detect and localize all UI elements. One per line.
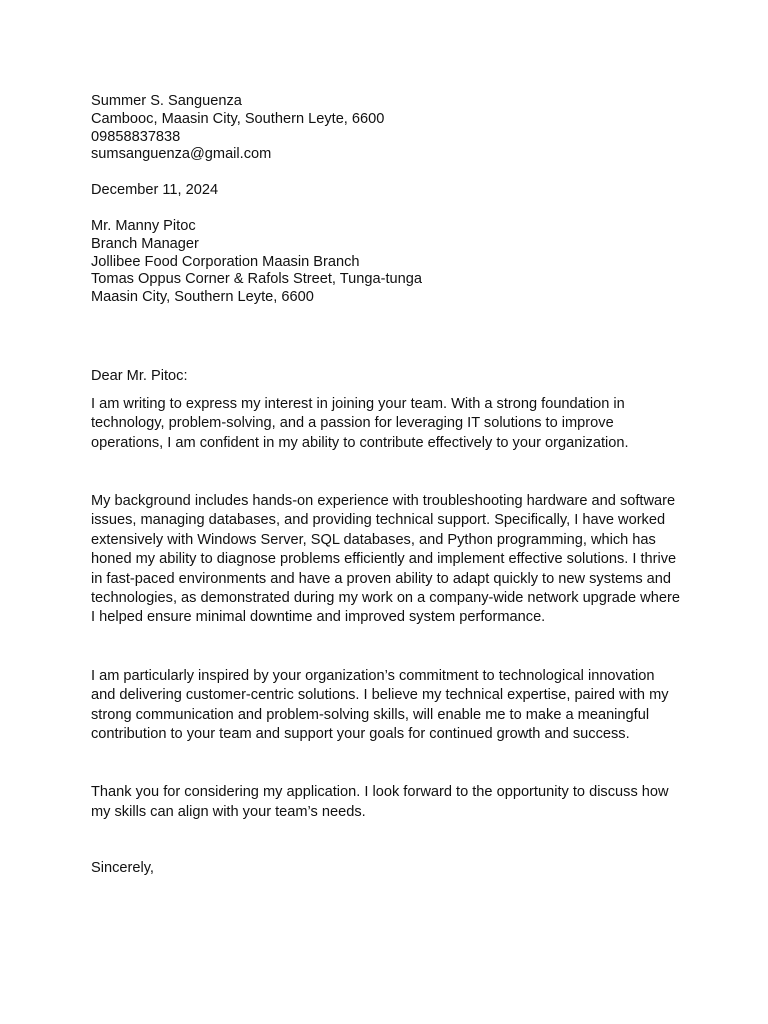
salutation: Dear Mr. Pitoc:	[91, 367, 188, 384]
cover-letter	[91, 93, 681, 878]
recipient-title: Branch Manager	[91, 235, 199, 252]
sender-phone: 09858837838	[91, 128, 181, 145]
body-paragraph-1: I am writing to express my interest in joining your team. With a strong foundation in technology, problem-solving, and a passion for leveraging IT solutions to improve operations, I am confident in my ability to contribute effectively to your organization.	[91, 395, 629, 451]
sender-block	[91, 93, 681, 164]
closing-block	[91, 860, 681, 878]
letter-date: December 11, 2024	[91, 182, 219, 199]
body-paragraph-4: Thank you for considering my application. I look forward to the opportunity to discuss how my skills can align with your team’s needs.	[91, 784, 669, 820]
recipient-street: Tomas Oppus Corner & Rafols Street, Tunga-tunga	[91, 271, 422, 288]
recipient-block	[91, 218, 681, 307]
recipient-name: Mr. Manny Pitoc	[91, 217, 196, 234]
recipient-company: Jollibee Food Corporation Maasin Branch	[91, 253, 360, 270]
letter-date-block	[91, 182, 681, 200]
sender-name: Summer S. Sanguenza	[91, 93, 242, 109]
sender-email: sumsanguenza@gmail.com	[91, 146, 272, 163]
body-paragraph-2: My background includes hands-on experience with troubleshooting hardware and software issues, managing databases, and providing technical support. Specifically, I have worked extensively with Windows Server, SQL databases, and Python programming, which has honed my ability to diagnose problems efficiently and implement effective solutions. I thrive in fast-paced environments and have a proven ability to adapt quickly to new systems and technologies, as demonstrated during my work on a company-wide network upgrade where I helped ensure minimal downtime and improved system performance.	[91, 492, 680, 626]
sender-address: Cambooc, Maasin City, Southern Leyte, 6600	[91, 110, 385, 127]
closing: Sincerely,	[91, 860, 154, 877]
body-paragraph-3: I am particularly inspired by your organization’s commitment to technological innovation and delivering customer-centric solutions. I believe my technical expertise, paired with my strong communication and problem-solving skills, will enable me to make a meaningful contribution to your team and support your goals for continued growth and success.	[91, 667, 669, 743]
salutation-block	[91, 368, 681, 386]
recipient-city: Maasin City, Southern Leyte, 6600	[91, 289, 314, 306]
